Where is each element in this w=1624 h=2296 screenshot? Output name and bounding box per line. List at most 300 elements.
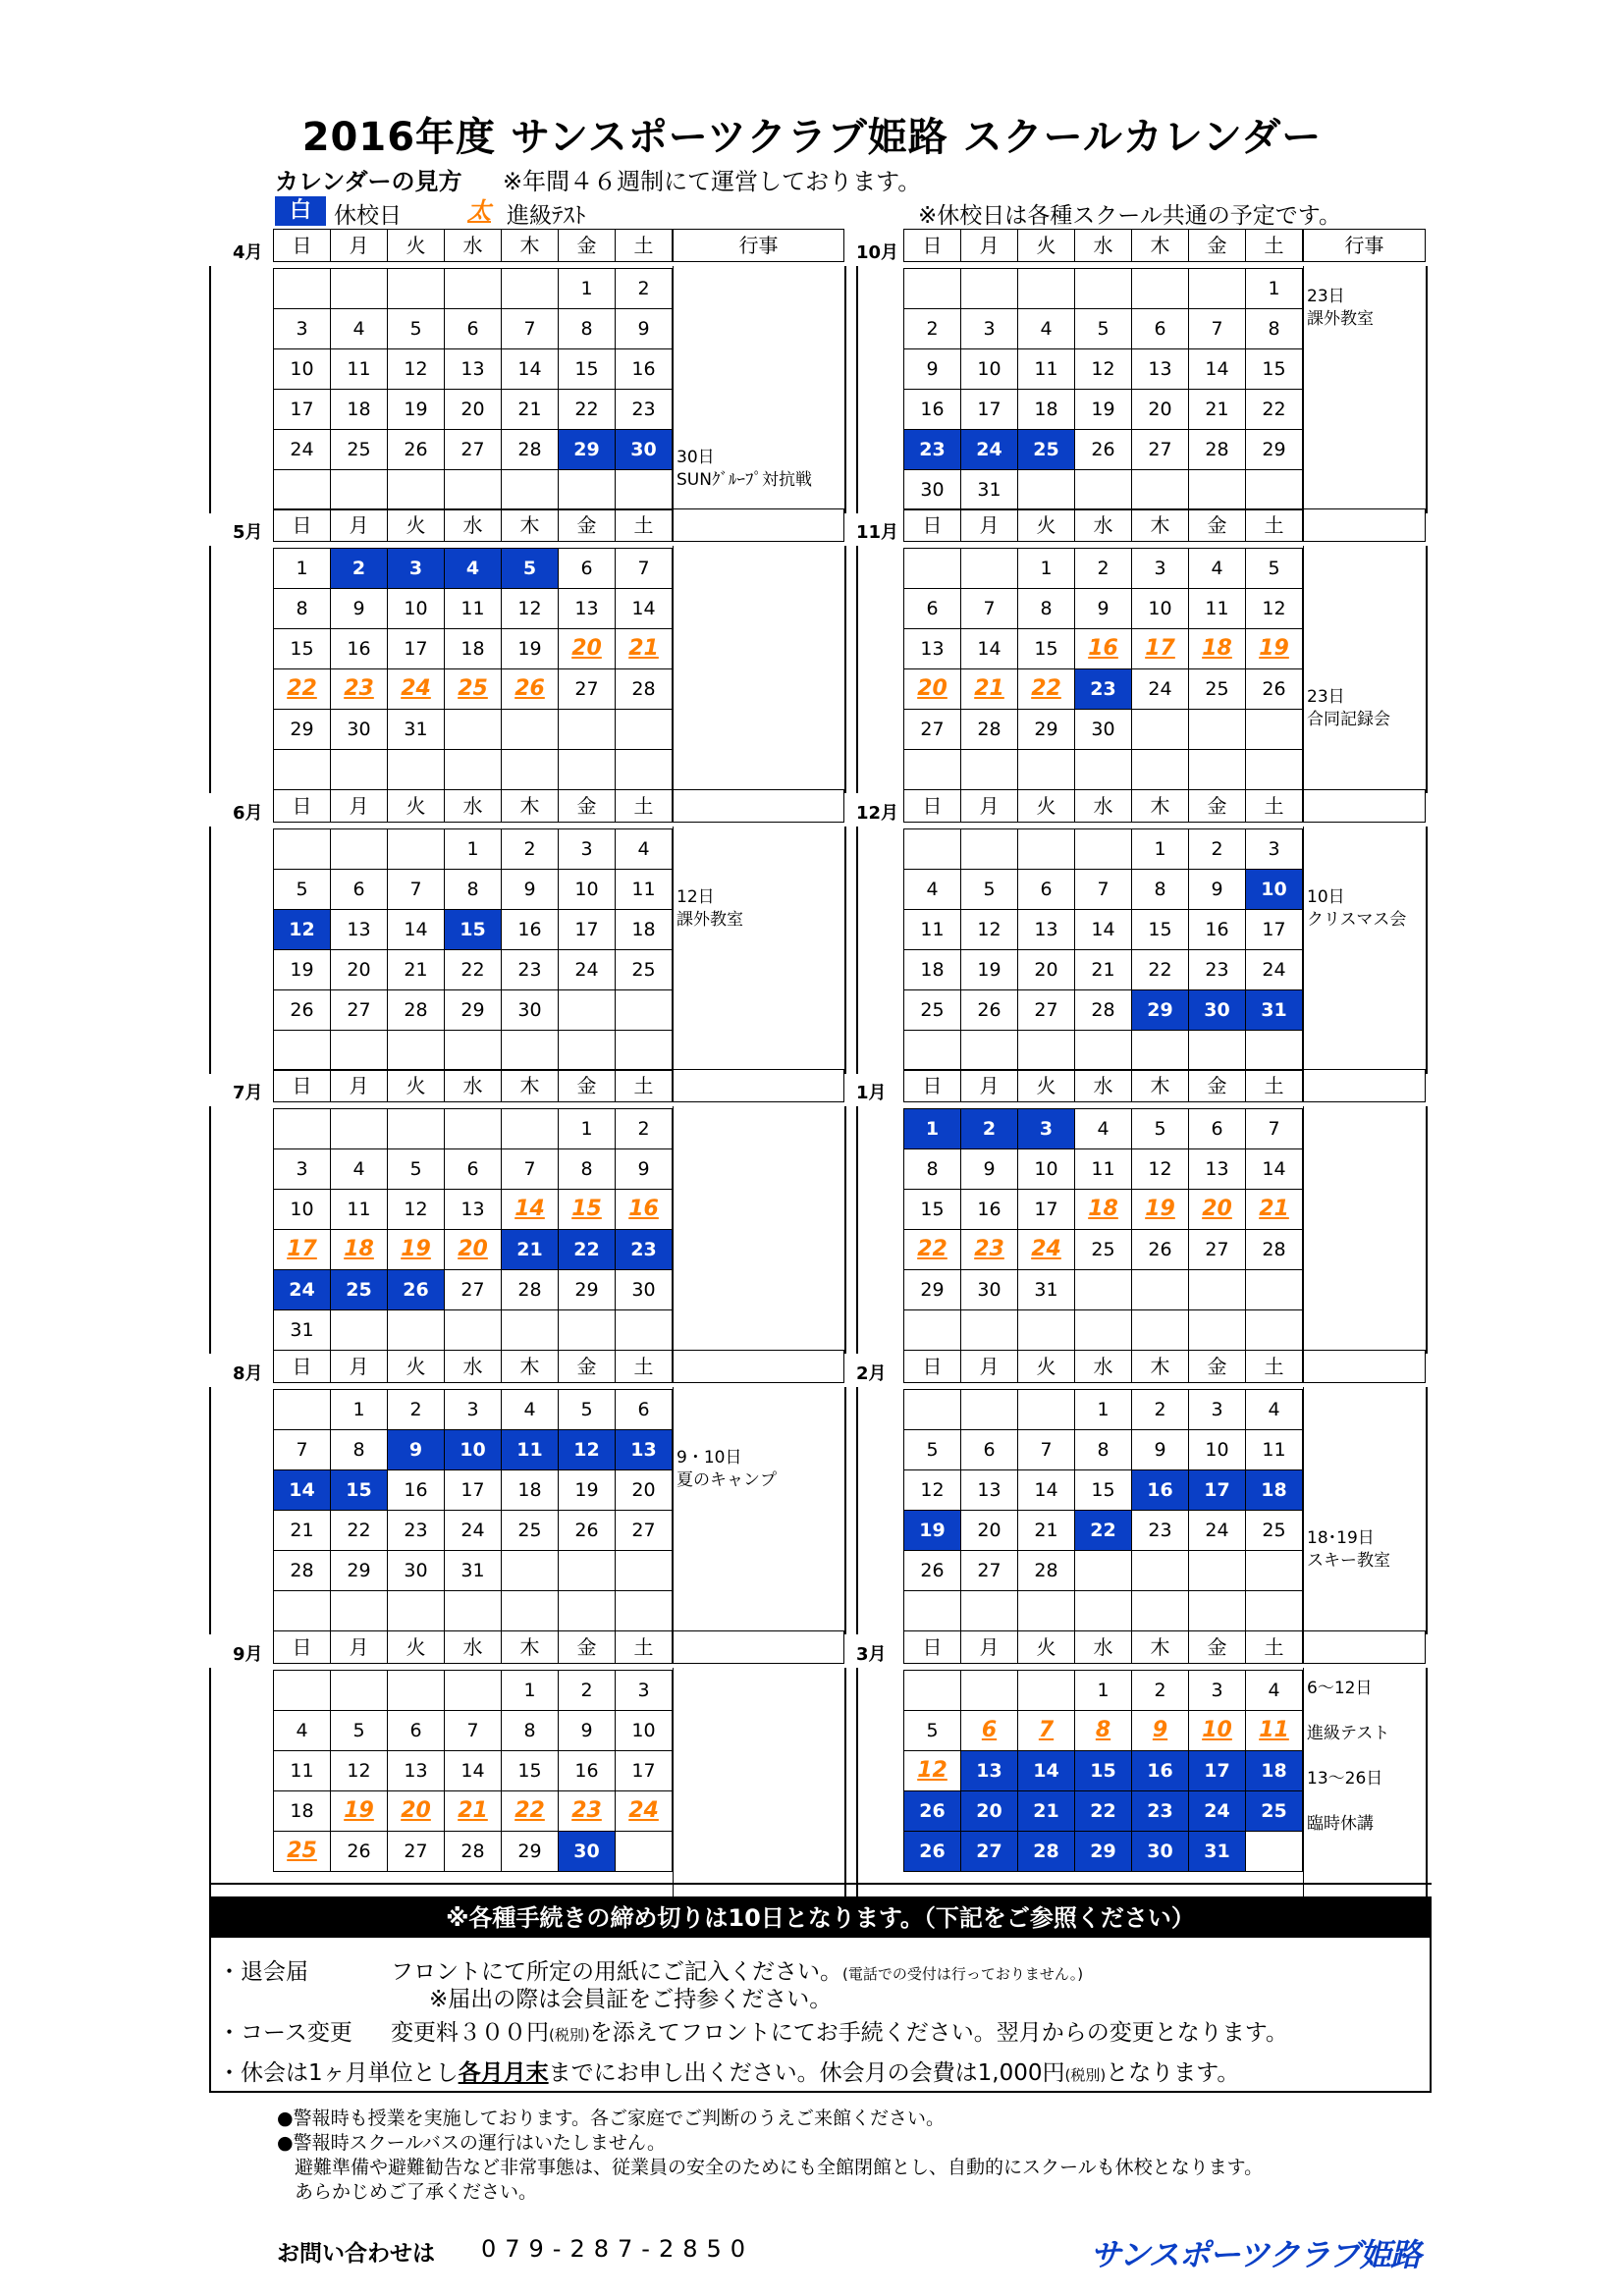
events-header-blank xyxy=(673,508,844,542)
day-cell: 15 xyxy=(273,628,331,669)
day-cell: 15 xyxy=(330,1469,388,1511)
day-cell xyxy=(1188,1309,1246,1351)
day-cell: 18 xyxy=(1074,1189,1132,1230)
weekday-header: 火 xyxy=(1017,1350,1075,1383)
day-cell: 28 xyxy=(501,1269,559,1310)
day-cell xyxy=(1188,1269,1246,1310)
day-cell: 28 xyxy=(960,709,1018,750)
day-cell xyxy=(1131,1309,1189,1351)
day-cell: 6 xyxy=(1017,869,1075,910)
day-cell xyxy=(1074,469,1132,510)
day-cell: 22 xyxy=(1245,389,1303,430)
weekday-header: 水 xyxy=(1074,1069,1132,1102)
day-cell: 13 xyxy=(387,1750,445,1791)
day-cell: 26 xyxy=(273,989,331,1031)
day-cell: 27 xyxy=(960,1831,1018,1872)
day-cell: 24 xyxy=(273,1269,331,1310)
day-cell: 24 xyxy=(444,1510,502,1551)
day-cell: 6 xyxy=(1131,308,1189,349)
day-cell: 10 xyxy=(387,588,445,629)
day-cell xyxy=(444,469,502,510)
day-cell xyxy=(273,749,331,790)
notice-kyukai-text3: となります。 xyxy=(1106,2060,1240,2086)
day-cell: 21 xyxy=(615,628,673,669)
day-cell: 13 xyxy=(615,1429,673,1470)
day-cell: 28 xyxy=(1188,429,1246,470)
day-cell: 30 xyxy=(615,429,673,470)
day-cell: 25 xyxy=(444,668,502,710)
day-cell xyxy=(558,1030,616,1071)
day-cell: 18 xyxy=(444,628,502,669)
day-cell xyxy=(960,1590,1018,1631)
day-cell: 18 xyxy=(615,909,673,950)
weekday-header: 火 xyxy=(387,1069,445,1102)
day-cell xyxy=(903,1590,961,1631)
day-cell: 22 xyxy=(1074,1790,1132,1832)
events-header: 行事 xyxy=(1303,229,1426,262)
day-cell xyxy=(387,1670,445,1711)
weekday-header: 月 xyxy=(960,229,1018,262)
notice-kyukai-text: ・休会は1ヶ月単位とし xyxy=(218,2060,459,2086)
day-cell: 6 xyxy=(444,1148,502,1190)
day-cell xyxy=(1131,1269,1189,1310)
day-cell xyxy=(444,1309,502,1351)
day-cell xyxy=(273,1670,331,1711)
day-cell: 3 xyxy=(387,548,445,589)
day-cell: 26 xyxy=(1245,668,1303,710)
day-cell: 3 xyxy=(1245,828,1303,870)
day-cell xyxy=(903,1389,961,1430)
event-column-border xyxy=(673,827,674,1074)
day-cell: 8 xyxy=(903,1148,961,1190)
event-column-border xyxy=(673,1106,674,1354)
day-cell xyxy=(1074,1030,1132,1071)
day-cell: 11 xyxy=(501,1429,559,1470)
event-note: 23日 課外教室 xyxy=(1307,287,1374,329)
day-cell: 7 xyxy=(1188,308,1246,349)
day-cell xyxy=(960,268,1018,309)
day-cell: 13 xyxy=(1131,348,1189,390)
block-left-border xyxy=(856,1668,858,1915)
day-cell: 28 xyxy=(1245,1229,1303,1270)
day-cell xyxy=(1245,709,1303,750)
notice-taikai-label: ・退会届 xyxy=(218,1959,308,1985)
day-cell: 15 xyxy=(1017,628,1075,669)
events-header: 行事 xyxy=(673,229,844,262)
day-cell xyxy=(1131,709,1189,750)
day-cell: 16 xyxy=(330,628,388,669)
weekday-header: 日 xyxy=(903,1630,961,1664)
weekday-header: 月 xyxy=(330,508,388,542)
event-column-border xyxy=(1303,266,1304,513)
day-cell xyxy=(558,1309,616,1351)
day-cell: 21 xyxy=(1017,1510,1075,1551)
day-cell: 11 xyxy=(330,1189,388,1230)
day-cell: 9 xyxy=(1131,1429,1189,1470)
day-cell: 2 xyxy=(1074,548,1132,589)
day-cell: 9 xyxy=(1131,1710,1189,1751)
day-cell: 20 xyxy=(960,1790,1018,1832)
day-cell xyxy=(501,709,559,750)
day-cell: 1 xyxy=(1131,828,1189,870)
day-cell xyxy=(903,1030,961,1071)
day-cell xyxy=(1188,1550,1246,1591)
block-right-border xyxy=(844,827,846,1074)
day-cell: 15 xyxy=(1245,348,1303,390)
day-cell: 30 xyxy=(501,989,559,1031)
event-note: 10日 クリスマス会 xyxy=(1307,887,1407,930)
day-cell: 23 xyxy=(558,1790,616,1832)
day-cell xyxy=(444,1030,502,1071)
block-right-border xyxy=(844,1668,846,1915)
day-cell xyxy=(903,749,961,790)
day-cell: 19 xyxy=(387,389,445,430)
day-cell xyxy=(558,709,616,750)
day-cell xyxy=(1188,1030,1246,1071)
day-cell: 9 xyxy=(330,588,388,629)
day-cell: 18 xyxy=(330,389,388,430)
day-cell: 29 xyxy=(273,709,331,750)
day-cell xyxy=(1074,1309,1132,1351)
day-cell: 28 xyxy=(615,668,673,710)
day-cell: 7 xyxy=(1245,1108,1303,1149)
day-cell: 9 xyxy=(960,1148,1018,1190)
weekday-header: 火 xyxy=(387,508,445,542)
notice-taikai-text: フロントにて所定の用紙にご記入ください。 xyxy=(391,1959,842,1985)
weekday-header: 日 xyxy=(273,789,331,823)
day-cell: 20 xyxy=(615,1469,673,1511)
day-cell: 9 xyxy=(615,1148,673,1190)
weekday-header: 火 xyxy=(387,1630,445,1664)
day-cell xyxy=(1245,1309,1303,1351)
day-cell: 8 xyxy=(1017,588,1075,629)
day-cell: 15 xyxy=(558,1189,616,1230)
day-cell: 27 xyxy=(558,668,616,710)
day-cell xyxy=(501,1309,559,1351)
day-cell: 17 xyxy=(1017,1189,1075,1230)
day-cell: 15 xyxy=(501,1750,559,1791)
day-cell xyxy=(615,709,673,750)
day-cell xyxy=(960,1309,1018,1351)
day-cell: 13 xyxy=(1188,1148,1246,1190)
day-cell: 29 xyxy=(501,1831,559,1872)
day-cell: 25 xyxy=(615,949,673,990)
event-column-border xyxy=(673,1668,674,1915)
day-cell: 8 xyxy=(444,869,502,910)
day-cell: 12 xyxy=(1074,348,1132,390)
day-cell xyxy=(501,749,559,790)
day-cell: 24 xyxy=(615,1790,673,1832)
legend-test-swatch: 太 xyxy=(467,197,491,225)
weekday-header: 木 xyxy=(1131,789,1189,823)
weekday-header: 木 xyxy=(1131,1069,1189,1102)
day-cell xyxy=(960,1670,1018,1711)
day-cell xyxy=(960,548,1018,589)
day-cell: 25 xyxy=(903,989,961,1031)
weekday-header: 木 xyxy=(501,229,559,262)
day-cell: 18 xyxy=(273,1790,331,1832)
month-label: 11月 xyxy=(856,522,899,543)
day-cell: 3 xyxy=(444,1389,502,1430)
day-cell: 13 xyxy=(960,1750,1018,1791)
day-cell: 13 xyxy=(1017,909,1075,950)
day-cell: 29 xyxy=(1074,1831,1132,1872)
day-cell: 19 xyxy=(1245,628,1303,669)
day-cell: 6 xyxy=(903,588,961,629)
day-cell xyxy=(330,828,388,870)
day-cell: 30 xyxy=(615,1269,673,1310)
day-cell: 25 xyxy=(330,1269,388,1310)
day-cell: 30 xyxy=(903,469,961,510)
weekday-header: 木 xyxy=(1131,1630,1189,1664)
weekday-header: 水 xyxy=(1074,789,1132,823)
weekday-header: 月 xyxy=(960,789,1018,823)
events-header-blank xyxy=(673,1630,844,1664)
day-cell: 27 xyxy=(615,1510,673,1551)
day-cell xyxy=(1245,1590,1303,1631)
weekday-header: 土 xyxy=(1245,1630,1303,1664)
weekday-header: 金 xyxy=(1188,1350,1246,1383)
day-cell: 20 xyxy=(903,668,961,710)
month-label: 8月 xyxy=(233,1363,263,1384)
day-cell: 21 xyxy=(1188,389,1246,430)
weekday-header: 木 xyxy=(501,508,559,542)
weekday-header: 日 xyxy=(903,1350,961,1383)
day-cell xyxy=(1245,469,1303,510)
day-cell: 14 xyxy=(960,628,1018,669)
day-cell: 4 xyxy=(330,308,388,349)
day-cell: 1 xyxy=(1074,1670,1132,1711)
weekday-header: 水 xyxy=(444,229,502,262)
day-cell xyxy=(273,828,331,870)
weekday-header: 土 xyxy=(1245,508,1303,542)
day-cell: 5 xyxy=(558,1389,616,1430)
day-cell: 18 xyxy=(501,1469,559,1511)
day-cell: 15 xyxy=(1074,1469,1132,1511)
weekday-header: 土 xyxy=(615,229,673,262)
day-cell: 15 xyxy=(558,348,616,390)
day-cell: 29 xyxy=(1017,709,1075,750)
day-cell: 5 xyxy=(903,1429,961,1470)
day-cell: 5 xyxy=(1245,548,1303,589)
day-cell: 27 xyxy=(1017,989,1075,1031)
day-cell: 13 xyxy=(444,348,502,390)
day-cell: 24 xyxy=(387,668,445,710)
day-cell: 20 xyxy=(330,949,388,990)
day-cell xyxy=(444,709,502,750)
month-label: 4月 xyxy=(233,242,263,263)
day-cell: 26 xyxy=(387,1269,445,1310)
day-cell: 28 xyxy=(501,429,559,470)
day-cell: 20 xyxy=(1131,389,1189,430)
day-cell: 28 xyxy=(273,1550,331,1591)
day-cell: 1 xyxy=(1017,548,1075,589)
day-cell: 4 xyxy=(501,1389,559,1430)
day-cell: 4 xyxy=(444,548,502,589)
day-cell: 12 xyxy=(960,909,1018,950)
day-cell xyxy=(903,548,961,589)
notice-course-text: 変更料３００円 xyxy=(391,2020,549,2046)
day-cell: 23 xyxy=(615,389,673,430)
day-cell: 19 xyxy=(903,1510,961,1551)
day-cell xyxy=(387,268,445,309)
day-cell xyxy=(273,1030,331,1071)
day-cell: 17 xyxy=(387,628,445,669)
day-cell: 25 xyxy=(330,429,388,470)
day-cell: 10 xyxy=(273,348,331,390)
day-cell: 10 xyxy=(1017,1148,1075,1190)
weekday-header: 水 xyxy=(444,1350,502,1383)
weekday-header: 土 xyxy=(1245,1350,1303,1383)
day-cell: 17 xyxy=(1131,628,1189,669)
day-cell: 3 xyxy=(273,1148,331,1190)
day-cell: 9 xyxy=(615,308,673,349)
notice-kyukai-line xyxy=(218,2055,1239,2087)
weekday-header: 金 xyxy=(1188,1630,1246,1664)
weekday-header: 水 xyxy=(1074,1630,1132,1664)
day-cell: 31 xyxy=(1245,989,1303,1031)
day-cell xyxy=(330,469,388,510)
brand-logo: サンスポーツクラブ姫路 xyxy=(1090,2236,1421,2273)
block-left-border xyxy=(856,827,858,1074)
day-cell: 25 xyxy=(273,1831,331,1872)
day-cell xyxy=(1131,749,1189,790)
day-cell: 24 xyxy=(1131,668,1189,710)
day-cell: 1 xyxy=(903,1108,961,1149)
day-cell: 22 xyxy=(501,1790,559,1832)
month-label: 12月 xyxy=(856,803,899,824)
events-header-blank xyxy=(673,789,844,823)
day-cell: 11 xyxy=(1017,348,1075,390)
day-cell: 27 xyxy=(330,989,388,1031)
day-cell xyxy=(444,1670,502,1711)
day-cell: 7 xyxy=(1017,1429,1075,1470)
day-cell xyxy=(903,1670,961,1711)
day-cell xyxy=(1017,749,1075,790)
day-cell: 15 xyxy=(1131,909,1189,950)
day-cell: 19 xyxy=(1074,389,1132,430)
footer-line-4: あらかじめご了承ください。 xyxy=(295,2181,538,2203)
day-cell: 4 xyxy=(273,1710,331,1751)
event-column-border xyxy=(1303,1668,1304,1915)
day-cell: 7 xyxy=(387,869,445,910)
day-cell xyxy=(501,268,559,309)
day-cell: 7 xyxy=(960,588,1018,629)
day-cell: 16 xyxy=(960,1189,1018,1230)
day-cell: 21 xyxy=(501,389,559,430)
day-cell: 4 xyxy=(1017,308,1075,349)
day-cell: 25 xyxy=(1017,429,1075,470)
day-cell: 22 xyxy=(330,1510,388,1551)
day-cell: 23 xyxy=(1188,949,1246,990)
day-cell xyxy=(1245,1030,1303,1071)
day-cell: 13 xyxy=(444,1189,502,1230)
weekday-header: 木 xyxy=(501,789,559,823)
day-cell xyxy=(330,1590,388,1631)
day-cell xyxy=(1245,1550,1303,1591)
block-left-border xyxy=(856,1106,858,1354)
day-cell: 7 xyxy=(501,1148,559,1190)
day-cell: 22 xyxy=(1074,1510,1132,1551)
day-cell: 5 xyxy=(960,869,1018,910)
events-header-blank xyxy=(673,1069,844,1102)
day-cell: 16 xyxy=(615,1189,673,1230)
day-cell: 11 xyxy=(444,588,502,629)
day-cell: 28 xyxy=(1017,1550,1075,1591)
day-cell: 10 xyxy=(960,348,1018,390)
day-cell: 10 xyxy=(1188,1710,1246,1751)
day-cell: 27 xyxy=(960,1550,1018,1591)
weekday-header: 月 xyxy=(330,1630,388,1664)
day-cell: 20 xyxy=(444,1229,502,1270)
day-cell: 6 xyxy=(387,1710,445,1751)
day-cell: 28 xyxy=(1074,989,1132,1031)
day-cell: 2 xyxy=(1131,1389,1189,1430)
day-cell xyxy=(1131,469,1189,510)
day-cell: 21 xyxy=(273,1510,331,1551)
day-cell xyxy=(1017,469,1075,510)
day-cell xyxy=(1017,1030,1075,1071)
day-cell: 17 xyxy=(444,1469,502,1511)
day-cell: 14 xyxy=(501,348,559,390)
day-cell: 23 xyxy=(615,1229,673,1270)
footer-line-2: ●警報時スクールバスの運行はいたしません。 xyxy=(277,2132,667,2154)
day-cell: 23 xyxy=(1074,668,1132,710)
day-cell: 24 xyxy=(1245,949,1303,990)
day-cell: 6 xyxy=(444,308,502,349)
day-cell xyxy=(1074,1550,1132,1591)
day-cell: 22 xyxy=(903,1229,961,1270)
day-cell: 18 xyxy=(1245,1750,1303,1791)
day-cell: 2 xyxy=(501,828,559,870)
day-cell: 17 xyxy=(1188,1469,1246,1511)
day-cell: 12 xyxy=(903,1750,961,1791)
day-cell: 8 xyxy=(558,1148,616,1190)
day-cell: 29 xyxy=(444,989,502,1031)
day-cell: 19 xyxy=(273,949,331,990)
block-right-border xyxy=(1426,546,1428,793)
day-cell xyxy=(273,469,331,510)
page-title: 2016年度 サンスポーツクラブ姫路 スクールカレンダー xyxy=(301,115,1323,160)
day-cell: 27 xyxy=(1188,1229,1246,1270)
day-cell: 6 xyxy=(615,1389,673,1430)
notice-taikai-small: (電話での受付は行っておりません。) xyxy=(842,1965,1084,1983)
day-cell: 17 xyxy=(615,1750,673,1791)
event-note: 30日 SUNｸﾞﾙｰﾌﾟ対抗戦 xyxy=(677,448,812,490)
contact-phone: 079-287-2850 xyxy=(481,2235,755,2263)
weekday-header: 日 xyxy=(273,508,331,542)
day-cell: 30 xyxy=(1131,1831,1189,1872)
day-cell xyxy=(558,1550,616,1591)
day-cell xyxy=(387,1590,445,1631)
day-cell xyxy=(330,268,388,309)
day-cell: 29 xyxy=(1131,989,1189,1031)
day-cell xyxy=(615,749,673,790)
day-cell: 9 xyxy=(387,1429,445,1470)
events-header-blank xyxy=(1303,508,1426,542)
day-cell: 16 xyxy=(615,348,673,390)
weekday-header: 金 xyxy=(1188,789,1246,823)
day-cell: 29 xyxy=(330,1550,388,1591)
day-cell: 22 xyxy=(1017,668,1075,710)
day-cell: 1 xyxy=(273,548,331,589)
notice-taikai-line2: ※届出の際は会員証をご持参ください。 xyxy=(429,1987,833,2012)
day-cell: 27 xyxy=(444,429,502,470)
day-cell: 8 xyxy=(330,1429,388,1470)
weekday-header: 水 xyxy=(1074,229,1132,262)
block-right-border xyxy=(1426,1387,1428,1634)
day-cell: 8 xyxy=(1131,869,1189,910)
